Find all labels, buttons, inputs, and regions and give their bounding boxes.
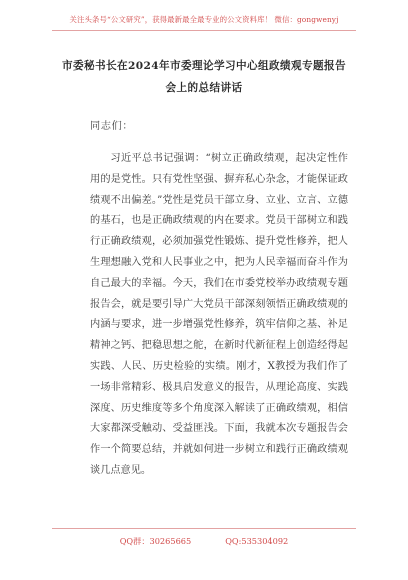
document-title: 市委秘书长在2024年市委理论学习中心组政绩观专题报告	[62, 60, 346, 72]
salutation: 同志们：	[90, 121, 134, 132]
footer	[0, 536, 408, 547]
footer-qq: QQ:535304092	[225, 536, 289, 546]
body-paragraph: 习近平总书记强调：“树立正确政绩观，起决定性作用的是党性。只有党性坚强、摒弃私心杂念，才能保证政绩观不出偏差。”党性是党员干部立身、立业、立言、立德的基石，也是正确政绩观的内在要求。党员干部树立和践行正确政绩观，必须加强党性锻炼、提升党性修养，把人生理想融入党和人民事业之中，把为人民幸福而奋斗作为自己最大的幸福。今天，我们在市委党校举办政绩观专题报告会，就是要引导广大党员干部深刻领悟正确政绩观的内涵与要求，进一步增强党性修养，筑牢信仰之基、补足精神之钙、把稳思想之舵，在新时代新征程上创造经得起实践、人民、历史检验的实绩。刚才，X教授为我们作了一场非常精彩、极具启发意义的报告，从理论高度、实践深度、历史维度等多个角度深入解读了正确政绩观，相信大家都深受触动、受益匪浅。下面，我就本次专题报告会作一个简要总结，并就如何进一步树立和践行正确政绩观谈几点意见。	[90, 153, 348, 476]
document-title-line2: 会上的总结讲话	[165, 82, 243, 94]
header-divider	[52, 30, 356, 31]
footer-qq-group: QQ群：30265665	[119, 536, 192, 546]
header-banner: 关注头条号“公文研究”，获得最新最全最专业的公文资料库！ 微信：gongwenyj	[69, 15, 339, 24]
footer-divider	[52, 528, 356, 529]
document-body	[90, 149, 348, 482]
